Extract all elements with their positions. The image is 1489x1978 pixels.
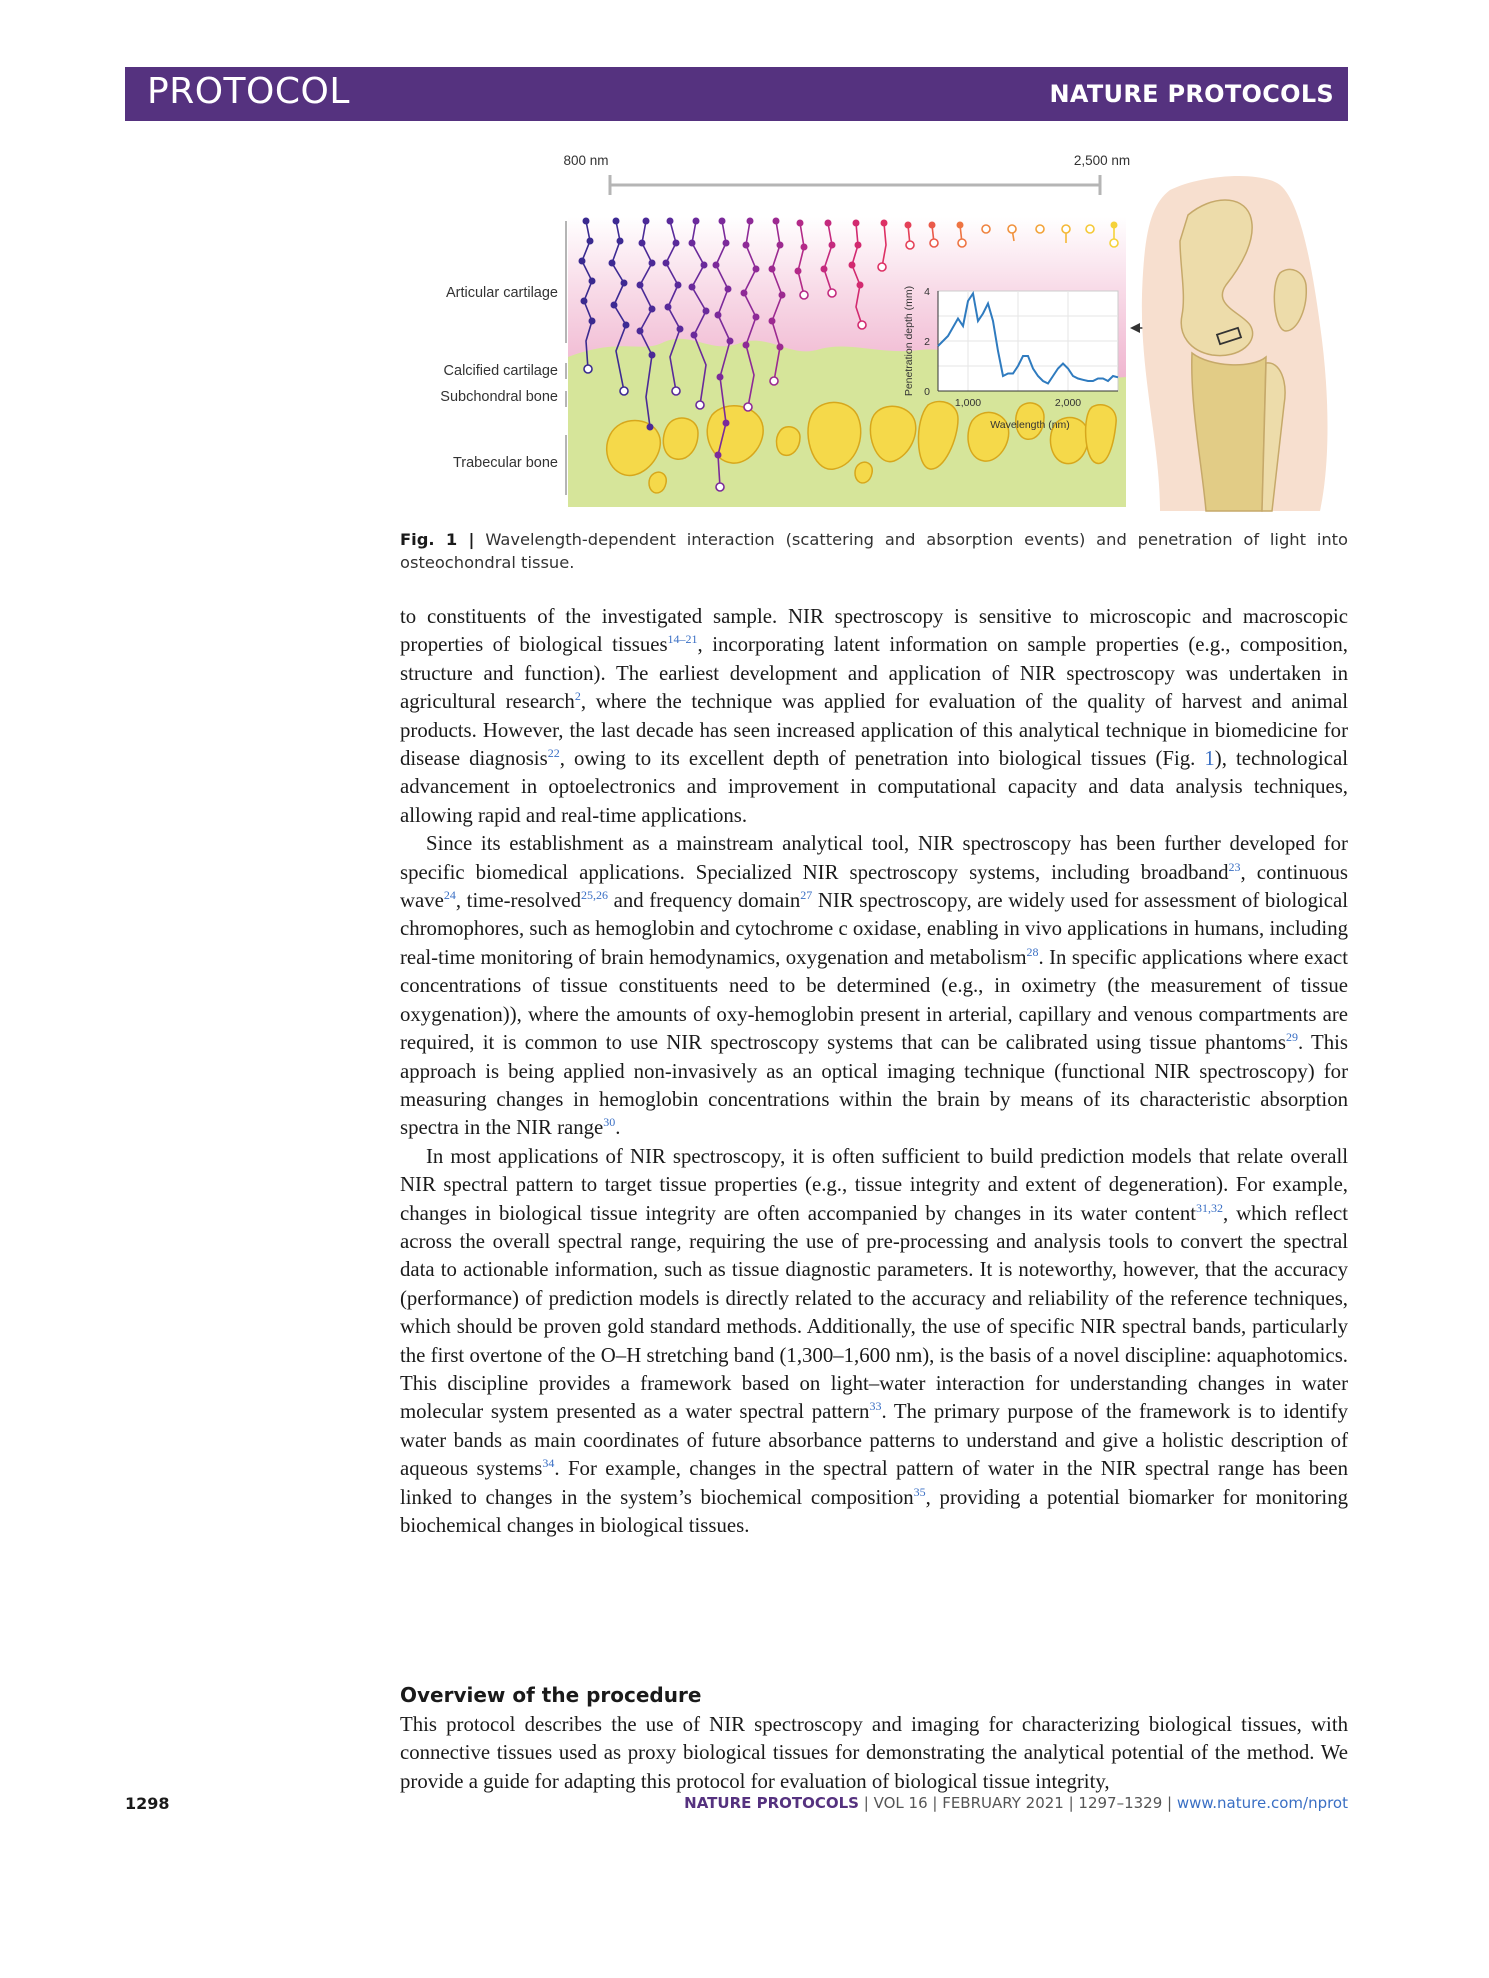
section-label: PROTOCOL: [147, 71, 350, 112]
caption-label: Fig. 1 |: [400, 530, 475, 549]
citation-ref[interactable]: 25,26: [581, 888, 609, 903]
citation-ref[interactable]: 14–21: [667, 632, 698, 647]
citation-ref[interactable]: 30: [603, 1115, 616, 1130]
figure-illustration: [400, 145, 1348, 515]
citation-ref[interactable]: 34: [542, 1456, 555, 1471]
wavelength-range-bracket: [610, 175, 1100, 195]
layer-label-trabecular-bone: Trabecular bone: [452, 455, 558, 471]
citation-ref[interactable]: 22: [547, 746, 560, 761]
footer-journal: NATURE PROTOCOLS: [684, 1794, 859, 1812]
figure-caption: [400, 528, 1348, 574]
citation-ref[interactable]: 24: [443, 888, 456, 903]
footer-url-link[interactable]: www.nature.com/nprot: [1176, 1794, 1348, 1812]
paragraph-1: to constituents of the investigated sample. NIR spectroscopy is sensitive to microscopic and macroscopic properties of biological tissues$^{14-21}$, incorporating latent information on sample properties (e.g., composition, structure and function). The earliest development and application of NIR spectroscopy was undertaken in agricultural research$^2$, where the technique was applied for evaluation of the quality of harvest and animal products. However, the last decade has seen increased application of this analytical technique in biomedicine for disease diagnosis$^{22}$, owing to its excellent depth of penetration into biological tissues (Fig. 1), technological advancement in optoelectronics and improvement in computational capacity and data analysis techniques, allowing rapid and real-time applications.: [400, 605, 1349, 827]
layer-label-calcified-cartilage: Calcified cartilage: [443, 363, 558, 379]
inset-x-label: Wavelength (nm): [990, 419, 1070, 431]
header-banner: [125, 67, 1348, 121]
main-text: [400, 603, 1348, 1540]
inset-y-tick-label: 0: [924, 386, 930, 398]
citation-ref[interactable]: 2: [574, 689, 581, 704]
citation-ref[interactable]: 33: [869, 1399, 882, 1414]
citation-ref[interactable]: 31,32: [1196, 1200, 1224, 1215]
citation-ref[interactable]: 27: [800, 888, 813, 903]
inset-y-tick-label: 2: [924, 336, 930, 348]
caption-text: Wavelength-dependent interaction (scattering and absorption events) and penetration of light into osteochondral tissue.: [400, 530, 1349, 572]
paragraph-3: In most applications of NIR spectroscopy, it is often sufficient to build prediction models that relate overall NIR spectral pattern to target tissue properties (e.g., tissue integrity and extent of degeneration). For example, changes in biological tissue integrity are often accompanied by changes in its water content$^{31,32}$, which reflect across the overall spectral range, requiring the use of pre-processing and analysis tools to convert the spectral data to actionable information, such as tissue diagnostic parameters. It is noteworthy, however, that the accuracy (performance) of prediction models is directly related to the accuracy and reliability of the reference techniques, which should be proven gold standard methods. Additionally, the use of specific NIR spectral bands, particularly the first overtone of the O–H stretching band (1,300–1,600 nm), is the basis of a novel discipline: aquaphotomics. This discipline provides a framework based on light–water interaction for understanding changes in water molecular system presented as a water spectral pattern$^{33}$. The primary purpose of the framework is to identify water bands as main coordinates of future absorbance patterns to understand and give a holistic description of aqueous systems$^{34}$. For example, changes in the spectral pattern of water in the NIR spectral range has been linked to changes in the system’s biochemical composition$^{35}$, providing a potential biomarker for monitoring biochemical changes in biological tissues.: [400, 1144, 1349, 1537]
citation-ref[interactable]: 23: [1228, 859, 1241, 874]
footer-citation: [684, 1794, 1348, 1812]
paragraph-2: Since its establishment as a mainstream analytical tool, NIR spectroscopy has been further developed for specific biomedical applications. Specialized NIR spectroscopy systems, including broadband$^{23}$, continuous wave$^{24}$, time-resolved$^{25,26}$ and frequency domain$^{27}$ NIR spectroscopy, are widely used for assessment of biological chromophores, such as hemoglobin and cytochrome c oxidase, enabling in vivo applications in humans, including real-time monitoring of brain hemodynamics, oxygenation and metabolism$^{28}$. In specific applications where exact concentrations of tissue constituents need to be determined (e.g., in oximetry (the measurement of tissue oxygenation)), where the amounts of oxy-hemoglobin present in arterial, capillary and venous compartments are required, it is common to use NIR spectroscopy systems that can be calibrated using tissue phantoms$^{29}$. This approach is being applied non-invasively as an optical imaging technique (functional NIR spectroscopy) for measuring changes in hemoglobin concentrations within the brain by means of its characteristic absorption spectra in the NIR range$^{30}$.: [400, 832, 1349, 1140]
layer-label-articular-cartilage: Articular cartilage: [445, 285, 558, 301]
layer-label-subchondral-bone: Subchondral bone: [440, 389, 558, 405]
section-heading: Overview of the procedure: [400, 1683, 702, 1707]
section-paragraph: This protocol describes the use of NIR spectroscopy and imaging for characterizing biological tissues, with connective tissues used as proxy biological tissues for demonstrating the analytical potential of the method. We provide a guide for adapting this protocol for evaluation of biological tissue integrity,: [400, 1713, 1348, 1793]
figure-1: [400, 145, 1348, 515]
citation-ref[interactable]: 29: [1285, 1030, 1298, 1045]
range-start-label: 800 nm: [563, 153, 609, 168]
inset-y-tick-label: 4: [924, 286, 930, 298]
inset-x-tick-label: 2,000: [1054, 397, 1082, 409]
footer-volume: | VOL 16 | FEBRUARY 2021 | 1297–1329 |: [859, 1794, 1177, 1812]
inset-y-label: Penetration depth (mm): [903, 285, 915, 397]
journal-label: NATURE PROTOCOLS: [1049, 80, 1334, 108]
section-text: [400, 1711, 1348, 1796]
citation-ref[interactable]: 35: [913, 1484, 926, 1499]
range-end-label: 2,500 nm: [1073, 153, 1131, 168]
page-number: 1298: [125, 1794, 170, 1813]
inset-x-tick-label: 1,000: [954, 397, 982, 409]
citation-ref[interactable]: 28: [1026, 944, 1039, 959]
knee-illustration: [1142, 176, 1328, 511]
figure-ref-link[interactable]: 1: [1204, 747, 1215, 771]
